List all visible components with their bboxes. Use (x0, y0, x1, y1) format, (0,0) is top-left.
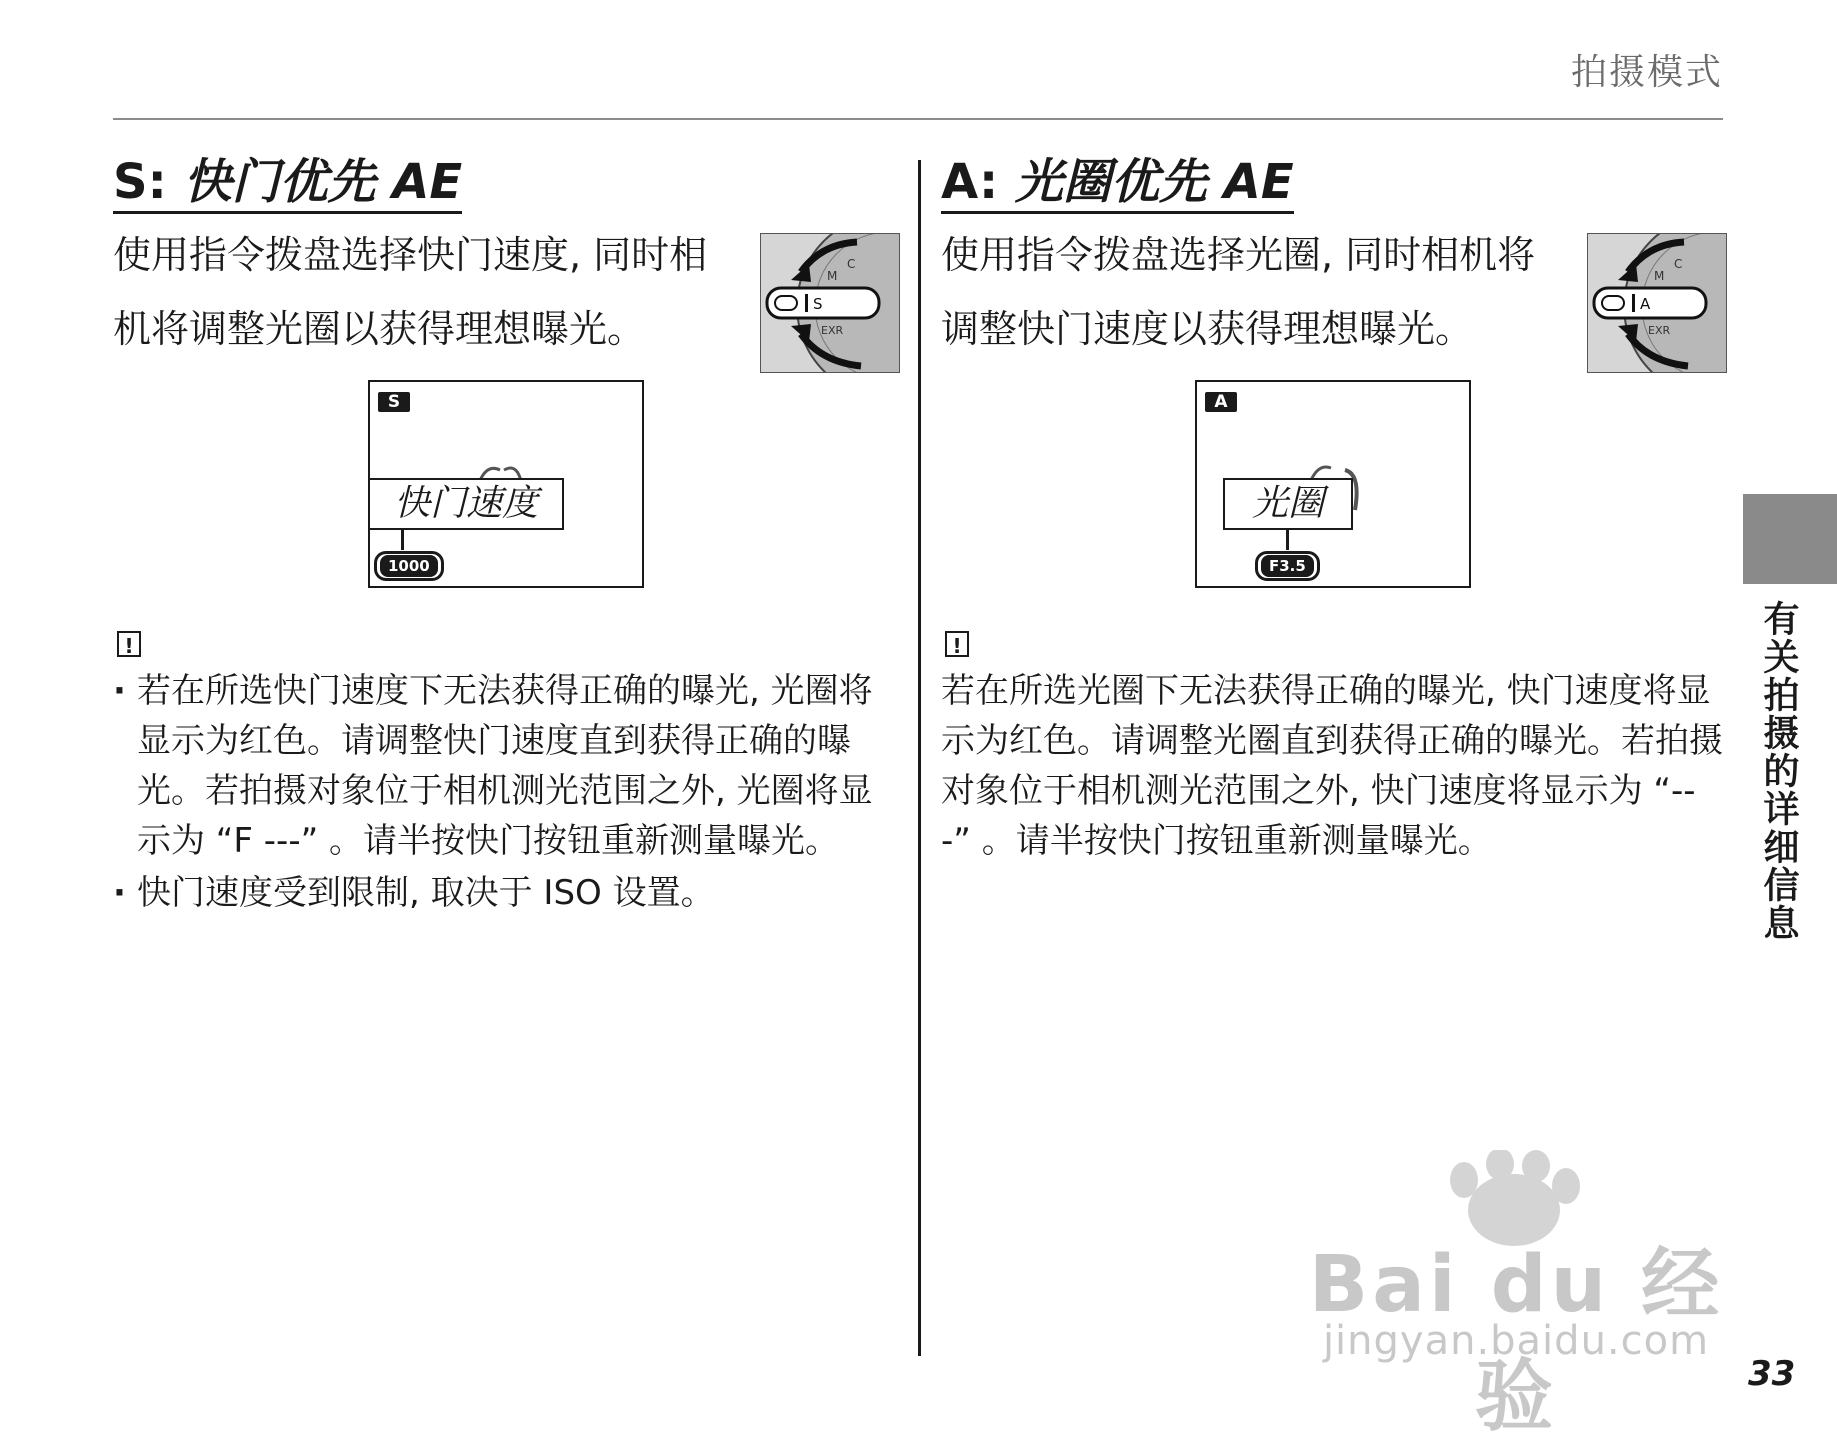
section-intro: 使用指令拨盘选择快门速度, 同时相机将调整光圈以获得理想曝光。 (113, 233, 708, 351)
dial-mode-label: S (813, 295, 823, 313)
svg-text:EXR: EXR (821, 324, 844, 337)
section-title-shutter-priority (113, 156, 462, 214)
svg-text:EXR: EXR (1648, 324, 1671, 337)
header-rule (113, 118, 1723, 120)
lcd-label: 光圈 (1223, 478, 1353, 530)
note-item: · 若在所选快门速度下无法获得正确的曝光, 光圈将显示为红色。请调整快门速度直到获得正确的曝光。若拍摄对象位于相机测光范围之外, 光圈将显示为 “F ---” 。请半按快门按钮重新测量曝光。 (113, 666, 899, 866)
svg-text:M: M (1654, 269, 1665, 283)
section-intro: 使用指令拨盘选择光圈, 同时相机将调整快门速度以获得理想曝光。 (941, 233, 1536, 351)
side-tab-label: 有关拍摄的详细信息 (1758, 600, 1799, 942)
lcd-label: 快门速度 (368, 478, 564, 530)
section-title-aperture-priority (941, 156, 1294, 214)
column-divider (918, 160, 921, 1356)
aperture-value: F3.5 (1261, 555, 1314, 577)
note-icon: ! (117, 631, 141, 657)
side-tab-marker (1743, 494, 1837, 584)
watermark-brand: Bai du 经验 (1308, 1240, 1724, 1442)
section-title-text: 光圈优先 AE (1014, 154, 1294, 210)
notes-list (113, 666, 899, 920)
callout-line (401, 530, 404, 550)
page-number: 33 (1748, 1354, 1796, 1394)
note-item: · 快门速度受到限制, 取决于 ISO 设置。 (113, 868, 899, 918)
lcd-display-shutter (368, 380, 644, 588)
shutter-speed-value: 1000 (380, 555, 438, 577)
svg-text:C: C (1674, 257, 1683, 271)
section-title-mode: S: (113, 154, 167, 210)
header-title: 拍摄模式 (1570, 52, 1723, 93)
section-title-text: 快门优先 AE (183, 154, 463, 210)
svg-text:C: C (847, 257, 856, 271)
svg-text:M: M (827, 269, 838, 283)
aperture-badge (1255, 551, 1320, 581)
watermark-url: jingyan.baidu.com (1322, 1318, 1710, 1364)
mode-badge: S (378, 392, 410, 412)
dial-mode-label: A (1640, 295, 1651, 313)
lcd-display-aperture (1195, 380, 1471, 588)
callout-line (1286, 530, 1289, 550)
note-text: 若在所选光圈下无法获得正确的曝光, 快门速度将显示为红色。请调整光圈直到获得正确的曝光。若拍摄对象位于相机测光范围之外, 快门速度将显示为 “---” 。请半按快门按钮重新测量曝光。 (941, 671, 1723, 861)
section-title-mode: A: (941, 154, 999, 210)
dial-icon (761, 234, 899, 372)
dial-icon (1588, 234, 1726, 372)
note-icon: ! (945, 631, 969, 657)
command-dial-illustration (1587, 233, 1727, 373)
mode-badge: A (1205, 392, 1237, 412)
baidu-watermark (1304, 1150, 1728, 1442)
command-dial-illustration (760, 233, 900, 373)
shutter-speed-badge (374, 551, 444, 581)
